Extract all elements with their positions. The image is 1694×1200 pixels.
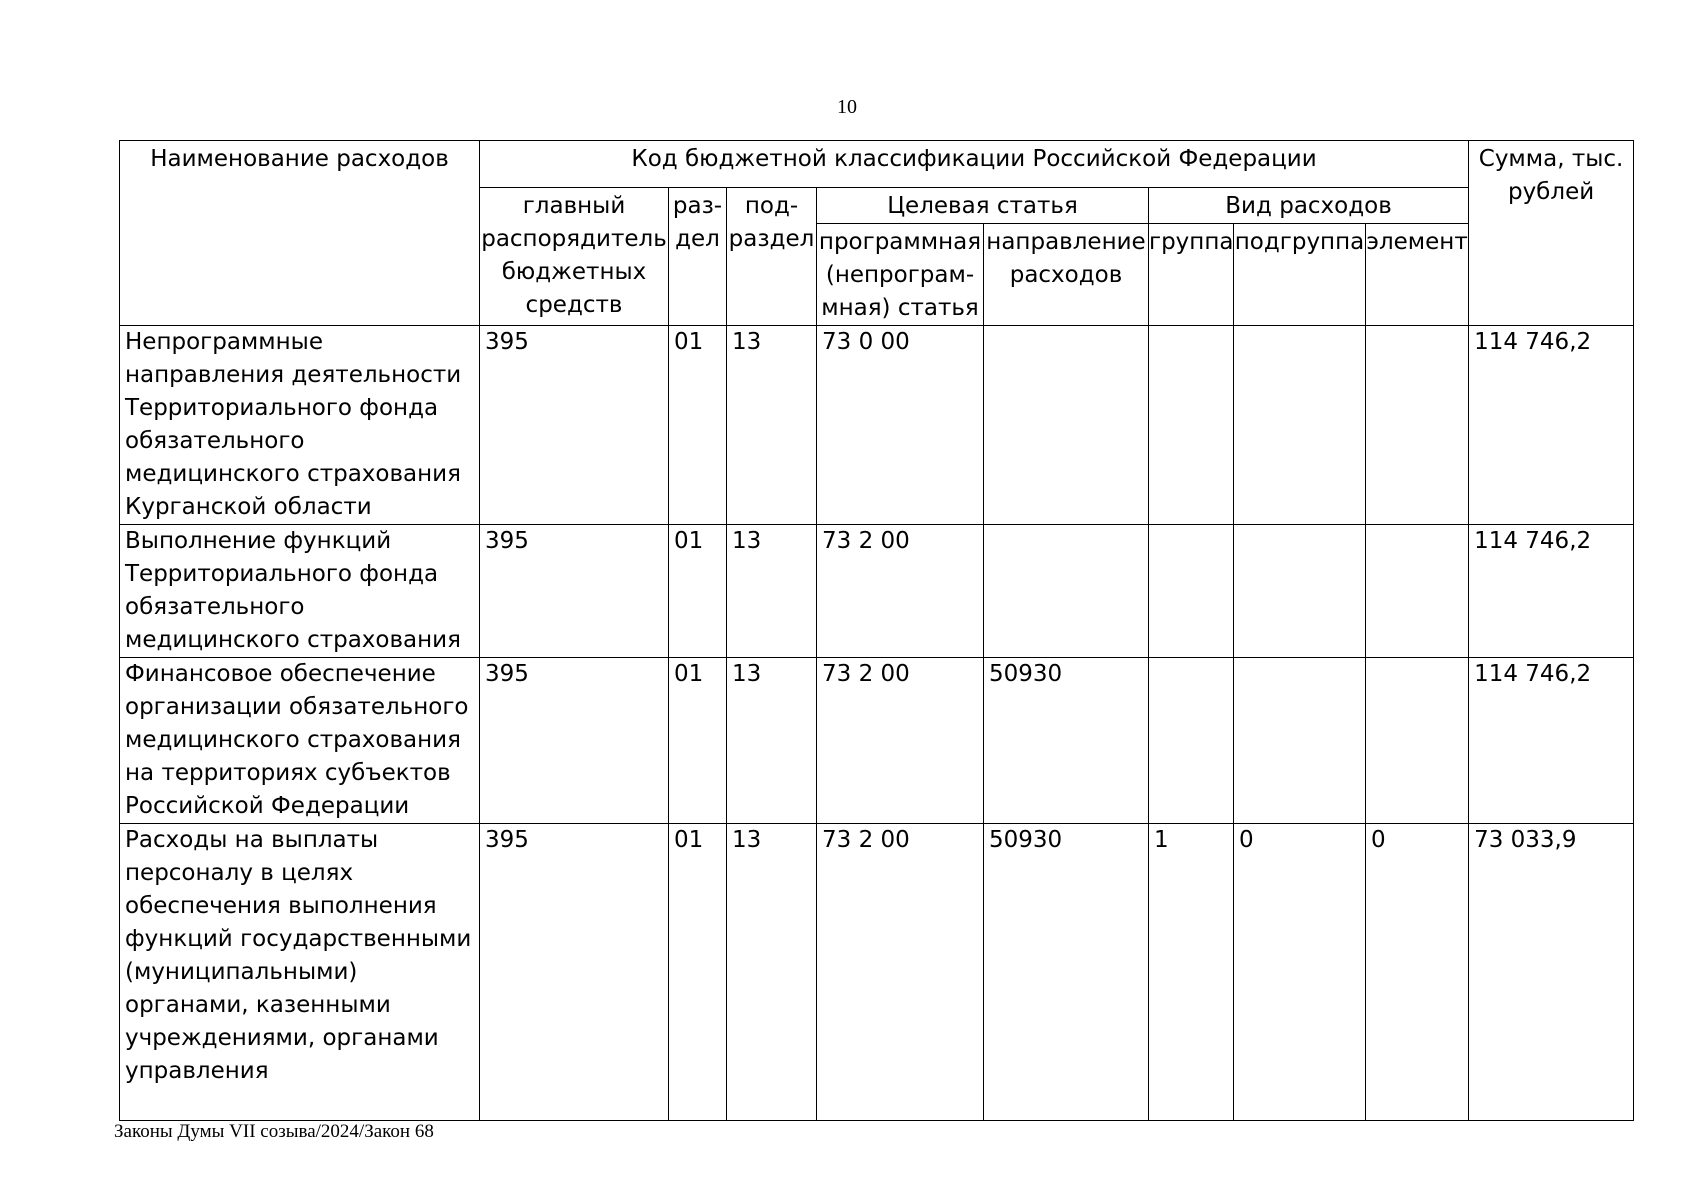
row-sum: 114 746,2 (1469, 326, 1634, 525)
header-subsection: под-раздел (727, 188, 817, 326)
row-direction: 50930 (984, 658, 1149, 824)
row-name: Расходы на выплаты персоналу в целях обеспечения выполнения функций государственными (муниципальными) органами, казенными учреждениями, органами управления (120, 824, 480, 1121)
header-sum: Сумма, тыс. рублей (1469, 141, 1634, 326)
row-subsection: 13 (727, 326, 817, 525)
row-program: 73 0 00 (817, 326, 984, 525)
row-section: 01 (669, 525, 727, 658)
row-sum: 73 033,9 (1469, 824, 1634, 1121)
row-group (1149, 658, 1234, 824)
row-program: 73 2 00 (817, 658, 984, 824)
row-name: Финансовое обеспечение организации обязательного медицинского страхования на территориях субъектов Российской Федерации (120, 658, 480, 824)
table-header (120, 141, 1634, 326)
table-row (120, 824, 1634, 1121)
row-manager: 395 (480, 326, 669, 525)
row-sum: 114 746,2 (1469, 525, 1634, 658)
budget-table (119, 140, 1634, 1121)
row-direction (984, 525, 1149, 658)
header-target-article: Целевая статья (817, 188, 1149, 224)
table-row (120, 326, 1634, 525)
header-group: группа (1149, 224, 1234, 326)
row-section: 01 (669, 326, 727, 525)
row-manager: 395 (480, 525, 669, 658)
row-subgroup (1234, 658, 1366, 824)
row-program: 73 2 00 (817, 824, 984, 1121)
row-section: 01 (669, 824, 727, 1121)
row-subgroup: 0 (1234, 824, 1366, 1121)
row-subgroup (1234, 326, 1366, 525)
table-row (120, 525, 1634, 658)
header-kbk: Код бюджетной классификации Российской Федерации (480, 141, 1469, 188)
row-direction (984, 326, 1149, 525)
row-group (1149, 525, 1234, 658)
row-direction: 50930 (984, 824, 1149, 1121)
row-section: 01 (669, 658, 727, 824)
header-expense-direction: направление расходов (984, 224, 1149, 326)
header-program-article: программная (непрограм-мная) статья (817, 224, 984, 326)
table-row (120, 658, 1634, 824)
row-name: Непрограммные направления деятельности Территориального фонда обязательного медицинского страхования Курганской области (120, 326, 480, 525)
row-element: 0 (1366, 824, 1469, 1121)
row-element (1366, 326, 1469, 525)
row-manager: 395 (480, 824, 669, 1121)
header-name: Наименование расходов (120, 141, 480, 326)
header-expense-type: Вид расходов (1149, 188, 1469, 224)
row-element (1366, 525, 1469, 658)
row-manager: 395 (480, 658, 669, 824)
row-program: 73 2 00 (817, 525, 984, 658)
row-group: 1 (1149, 824, 1234, 1121)
page-number: 10 (837, 96, 857, 118)
row-sum: 114 746,2 (1469, 658, 1634, 824)
row-name: Выполнение функций Территориального фонда обязательного медицинского страхования (120, 525, 480, 658)
header-subgroup: подгруппа (1234, 224, 1366, 326)
row-group (1149, 326, 1234, 525)
row-subgroup (1234, 525, 1366, 658)
row-subsection: 13 (727, 525, 817, 658)
header-main-manager: главный распорядитель бюджетных средств (480, 188, 669, 326)
row-subsection: 13 (727, 824, 817, 1121)
row-subsection: 13 (727, 658, 817, 824)
row-element (1366, 658, 1469, 824)
footer-reference: Законы Думы VII созыва/2024/Закон 68 (114, 1121, 434, 1142)
header-section: раз-дел (669, 188, 727, 326)
header-element: элемент (1366, 224, 1469, 326)
